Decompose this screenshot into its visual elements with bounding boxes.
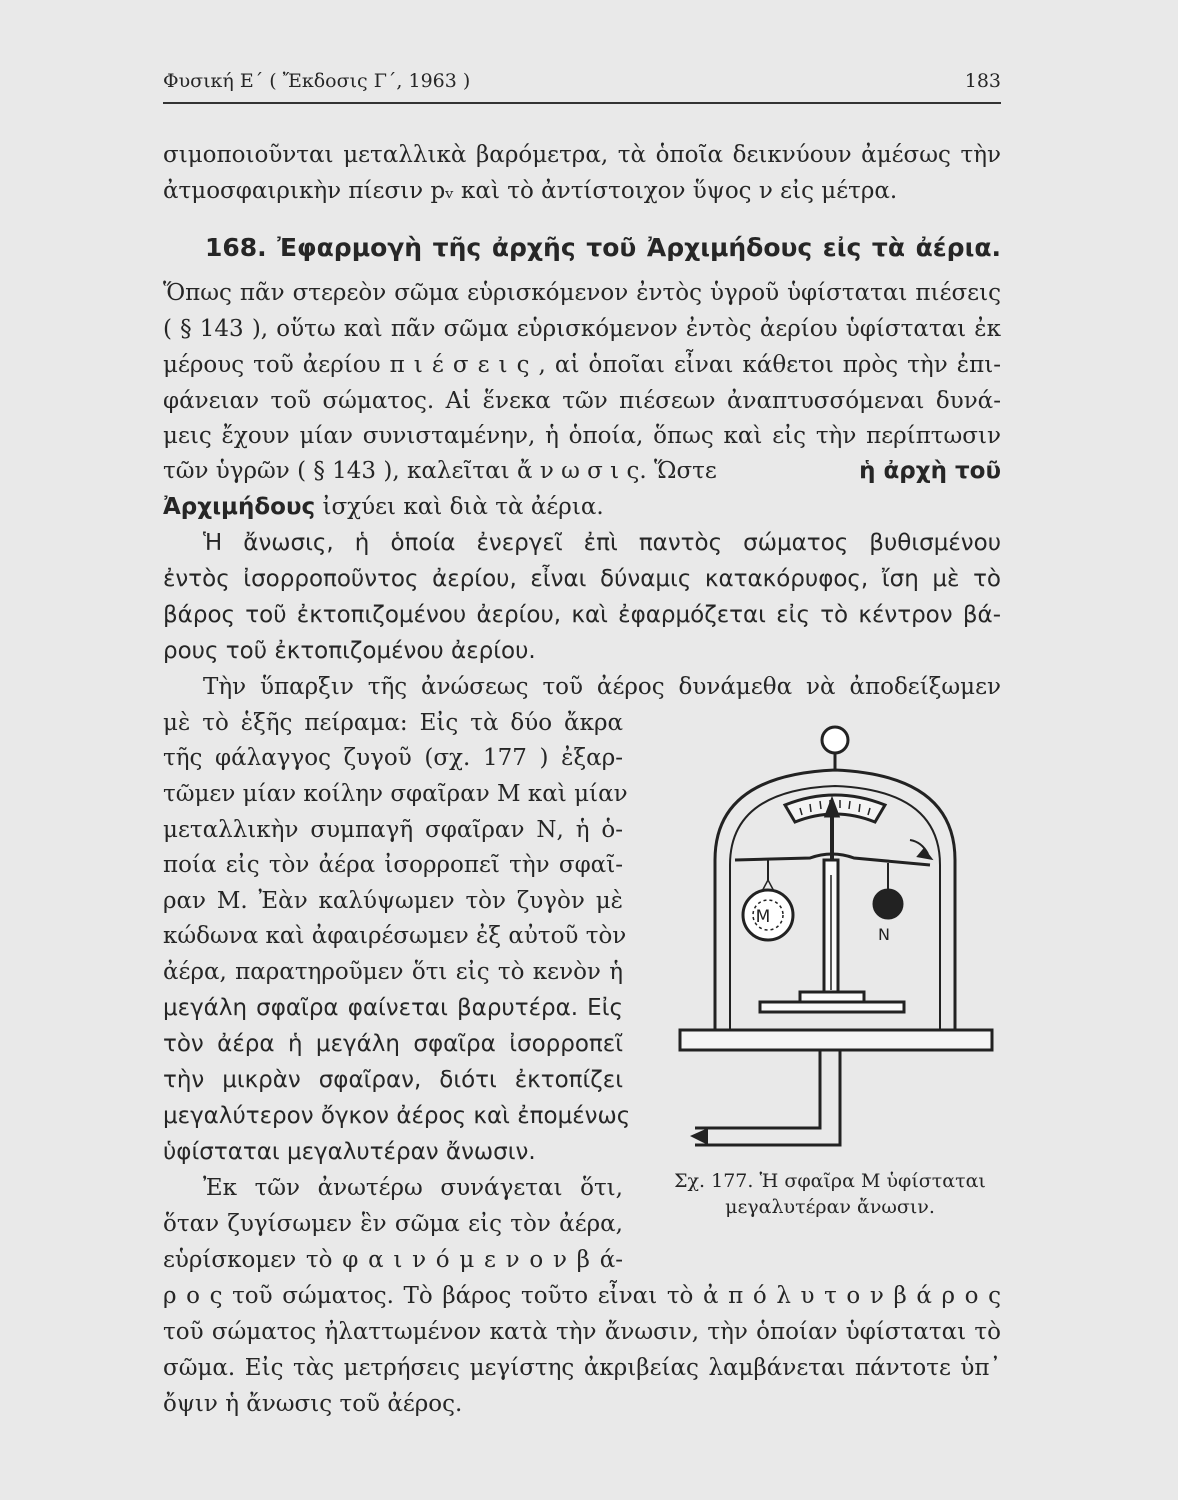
text-line: τὸν ἀέρα ἡ μεγάλη σφαῖρα ἰσορροπεῖ [163,1031,623,1057]
vacuum-plate [680,1030,992,1050]
text-line: τὴν μικρὰν σφαῖραν, διότι ἐκτοπίζει [163,1067,623,1093]
vacuum-pipe [695,1050,840,1145]
line-text: ἰσχύει καὶ διὰ τὰ ἀέρια. [322,494,604,520]
figure-caption [660,1168,1000,1220]
text-line: μεταλλικὴν συμπαγῆ σφαῖραν Ν, ἡ ὁ- [163,817,623,843]
text-line: φάνειαν τοῦ σώματος. Αἱ ἕνεκα τῶν πιέσεων ἀναπτυσσόμεναι δυνά- [163,388,1001,414]
balance-bell-jar-figure [660,700,1010,1170]
text-line: τοῦ σώματος ἠλαττωμένον κατὰ τὴν ἄνωσιν, τὴν ὁποίαν ὑφίσταται τὸ [163,1319,1001,1345]
text-line: μεγαλύτερον ὄγκον ἀέρος καὶ ἐπομένως [163,1103,631,1129]
text-line: μεις ἔχουν μίαν συνισταμένην, ἡ ὁποία, ὅπως καὶ εἰς τὴν περίπτωσιν [163,423,1001,449]
label-m: M [755,907,771,927]
balance-base [760,1002,904,1012]
text-line: μὲ τὸ ἑξῆς πείραμα: Εἰς τὰ δύο ἄκρα [163,710,623,736]
label-n: N [878,925,890,944]
text-line: Ἡ ἄνωσις, ἡ ὁποία ἐνεργεῖ ἐπὶ παντὸς σώματος βυθισμένου [203,530,1001,556]
bold-name: Ἀρχιμήδους [163,494,316,520]
text-line [163,456,1001,486]
solid-sphere-n [874,890,902,918]
text-line: ἀτμοσφαιρικὴν πίεσιν pᵥ καὶ τὸ ἀντίστοιχον ὕψος ν εἰς μέτρα. [163,178,898,204]
caption-line: Σχ. 177. Ἡ σφαῖρα Μ ὑφίσταται [674,1170,986,1192]
text-line: ἐντὸς ἰσορροποῦντος ἀερίου, εἶναι δύναμις κατακόρυφος, ἴση μὲ τὸ [163,566,1001,592]
text-line: μέρους τοῦ ἀερίου π ι έ σ ε ι ς , αἱ ὁποῖαι εἶναι κάθετοι πρὸς τὴν ἐπι- [163,352,1001,378]
text-line [163,492,604,522]
text-line: ποία εἰς τὸν ἀέρα ἰσορροπεῖ τὴν σφαῖ- [163,852,623,878]
text-line: εὑρίσκομεν τὸ φ α ι ν ό μ ε ν ο ν β ά- [163,1247,623,1273]
text-line: ραν Μ. Ἐὰν καλύψωμεν τὸν ζυγὸν μὲ [163,888,623,914]
caption-line: μεγαλυτέραν ἄνωσιν. [725,1196,935,1218]
text-line: ρ ο ς τοῦ σώματος. Τὸ βάρος τοῦτο εἶναι τὸ ἀ π ό λ υ τ ο ν β ά ρ ο ς [163,1283,1001,1309]
page-number: 183 [964,70,1001,92]
text-line: ρους τοῦ ἐκτοπιζομένου ἀερίου. [163,638,536,664]
text-line: ὑφίσταται μεγαλυτέραν ἄνωσιν. [163,1139,536,1165]
text-line: Τὴν ὕπαρξιν τῆς ἀνώσεως τοῦ ἀέρος δυνάμεθα νὰ ἀποδείξωμεν [203,674,1001,700]
text-line: σιμοποιοῦνται μεταλλικὰ βαρόμετρα, τὰ ὁποῖα δεικνύουν ἀμέσως τὴν [163,142,1001,168]
text-line: ὅταν ζυγίσωμεν ἓν σῶμα εἰς τὸν ἀέρα, [163,1211,623,1237]
text-line: ( § 143 ), οὕτω καὶ πᾶν σῶμα εὑρισκόμενον ἐντὸς ἀερίου ὑφίσταται ἐκ [163,316,1001,342]
header-title: Φυσική Ε΄ ( Ἔκδοσις Γ΄, 1963 ) [163,70,471,92]
text-line: σῶμα. Εἰς τὰς μετρήσεις μεγίστης ἀκριβείας λαμβάνεται πάντοτε ὑπ᾽ [163,1355,1001,1381]
text-line: τῆς φάλαγγος ζυγοῦ (σχ. 177 ) ἐξαρ- [163,745,623,771]
section-heading: 168. Ἐφαρμογὴ τῆς ἀρχῆς τοῦ Ἀρχιμήδους εἰς τὰ ἀέρια. [205,233,1001,262]
text-line: μεγάλη σφαῖρα φαίνεται βαρυτέρα. Εἰς [163,995,623,1021]
text-line: τῶμεν μίαν κοίλην σφαῖραν Μ καὶ μίαν [163,781,628,807]
bold-phrase: ἡ ἀρχὴ τοῦ [859,458,1001,484]
text-line: βάρος τοῦ ἐκτοπιζομένου ἀερίου, καὶ ἐφαρμόζεται εἰς τὸ κέντρον βά- [163,602,1001,628]
text-line: κώδωνα καὶ ἀφαιρέσωμεν ἐξ αὐτοῦ τὸν [163,923,627,949]
running-header [163,70,1001,102]
text-line: Ὅπως πᾶν στερεὸν σῶμα εὑρισκόμενον ἐντὸς ὑγροῦ ὑφίσταται πιέσεις [163,280,1001,306]
jar-knob [822,727,848,753]
text-line: ὄψιν ἡ ἄνωσις τοῦ ἀέρος. [163,1391,463,1417]
text-line: ἀέρα, παρατηροῦμεν ὅτι εἰς τὸ κενὸν ἡ [163,959,623,985]
header-rule [163,102,1001,104]
text-line: Ἐκ τῶν ἀνωτέρω συνάγεται ὅτι, [203,1175,623,1201]
line-text: τῶν ὑγρῶν ( § 143 ), καλεῖται ἄ ν ω σ ι ς. Ὥστε [163,458,717,484]
